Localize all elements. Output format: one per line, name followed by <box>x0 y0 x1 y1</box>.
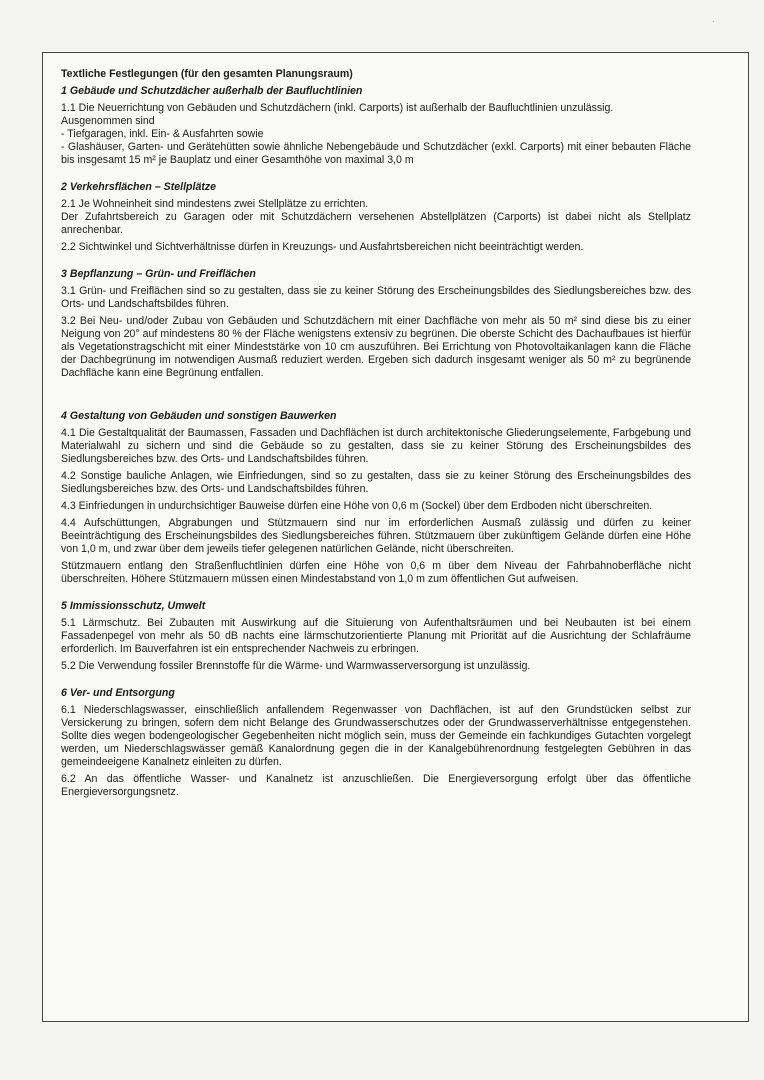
section-3 <box>61 268 691 380</box>
paragraph-carports: Der Zufahrtsbereich zu Garagen oder mit Schutzdächern versehenen Abstellplätzen (Carports) ist dabei nicht als Stellplatz anrechenbar. <box>61 211 691 236</box>
document-content <box>61 68 691 813</box>
document-title: Textliche Festlegungen (für den gesamten Planungsraum) <box>61 68 353 80</box>
paragraph-2-2: 2.2 Sichtwinkel und Sichtverhältnisse dürfen in Kreuzungs- und Ausfahrtsbereichen nicht beeinträchtigt werden. <box>61 241 584 253</box>
section-heading: 5 Immissionsschutz, Umwelt <box>61 600 206 612</box>
paragraph-4-3: 4.3 Einfriedungen in undurchsichtiger Bauweise dürfen eine Höhe von 0,6 m (Sockel) über dem Erdboden nicht überschreiten. <box>61 500 653 512</box>
paragraph-4-4: 4.4 Aufschüttungen, Abgrabungen und Stützmauern sind nur im erforderlichen Ausmaß zulässig und dürfen zu keiner Beeinträchtigung des Erscheinungsbildes des Siedlungsbereiches führen. Stützmauern über zukünftigem Gelände dürfen eine Höhe von 1,0 m, und zwar über dem jeweils tiefer gelegenen natürlichen Gelände, nicht überschreiten. <box>61 517 691 555</box>
section-6 <box>61 687 691 799</box>
paragraph-1-1: 1.1 Die Neuerrichtung von Gebäuden und Schutzdächern (inkl. Carports) ist außerhalb der Baufluchtlinien unzulässig. <box>61 102 614 114</box>
paragraph-4-1: 4.1 Die Gestaltqualität der Baumassen, Fassaden und Dachflächen ist durch architektonische Gliederungselemente, Farbgebung und Materialwahl zu sichern und sind die Gebäude so zu gestalten, dass sie zu keiner Störung des Erscheinungsbildes des Siedlungsbereiches bzw. des Orts- und Landschaftsbildes führen. <box>61 427 691 465</box>
paragraph-2-1: 2.1 Je Wohneinheit sind mindestens zwei Stellplätze zu errichten. <box>61 198 369 210</box>
paragraph-5-1: 5.1 Lärmschutz. Bei Zubauten mit Auswirkung auf die Situierung von Aufenthaltsräumen und bei Neubauten ist bei einem Fassadenpegel von mehr als 50 dB nachts eine lärmschutzorientierte Planung mit Priorität auf die Ausrichtung der Schlafräume erforderlich. Im Bauverfahren ist ein entsprechender Nachweis zu erbringen. <box>61 617 691 655</box>
section-2 <box>61 181 691 254</box>
paragraph-6-1: 6.1 Niederschlagswasser, einschließlich anfallendem Regenwasser von Dachflächen, ist auf den Grundstücken selbst zur Versickerung zu bringen, sofern dem nicht Belange des Grundwasserschutzes oder der Grundwasserverhältnisse entgegenstehen. Sollte dies wegen bodengeologischer Gegebenheiten nicht möglich sein, muss der Gemeinde ein fachkundiges Gutachten vorgelegt werden, um Niederschlagswässer gemäß Kanalordnung gegen die in der Kanalgebührenordnung festgelegten Gebühren in das gemeindeeigene Kanalnetz einleiten zu dürfen. <box>61 704 691 768</box>
paragraph-3-2: 3.2 Bei Neu- und/oder Zubau von Gebäuden und Schutzdächern mit einer Dachfläche von mehr als 50 m² sind diese bis zu einer Neigung von 20° auf mindestens 80 % der Fläche wenigstens extensiv zu begrünen. Die oberste Schicht des Dachaufbaues ist hierfür als Vegetationstragschicht mit einer Mindeststärke von 10 cm auszuführen. Bei Errichtung von Photovoltaikanlagen kann die Fläche der Dachbegrünung im notwendigen Ausmaß reduziert werden. Ergeben sich dadurch insgesamt weniger als 50 m² zu begrünende Dachfläche kann eine Begrünung entfallen. <box>61 315 691 379</box>
section-1 <box>61 85 691 167</box>
paragraph-exceptions: Ausgenommen sind <box>61 115 155 127</box>
section-heading: 1 Gebäude und Schutzdächer außerhalb der Baufluchtlinien <box>61 85 363 97</box>
section-heading: 3 Bepflanzung – Grün- und Freiflächen <box>61 268 256 280</box>
section-4 <box>61 410 691 586</box>
paragraph-retaining-walls: Stützmauern entlang den Straßenfluchtlinien dürfen eine Höhe von 0,6 m über dem Niveau der Fahrbahnoberfläche nicht überschreiten. Höhere Stützmauern müssen einen Mindestabstand von 1,0 m zum öffentlichen Gut aufweisen. <box>61 560 691 585</box>
paragraph-4-2: 4.2 Sonstige bauliche Anlagen, wie Einfriedungen, sind so zu gestalten, dass sie zu keiner Störung des Erscheinungsbildes des Siedlungsbereiches bzw. des Orts- und Landschaftsbildes führen. <box>61 470 691 495</box>
paragraph-3-1: 3.1 Grün- und Freiflächen sind so zu gestalten, dass sie zu keiner Störung des Erscheinungsbildes des Siedlungsbereiches bzw. des Orts- und Landschaftsbildes führen. <box>61 285 691 310</box>
paragraph-6-2: 6.2 An das öffentliche Wasser- und Kanalnetz ist anzuschließen. Die Energieversorgung erfolgt über das öffentliche Energieversorgungsnetz. <box>61 773 691 798</box>
list-item: - Glashäuser, Garten- und Gerätehütten sowie ähnliche Nebengebäude und Schutzdächer (exkl. Carports) mit einer bebauten Fläche bis insgesamt 15 m² je Bauplatz und einer Gesamthöhe von maximal 3,0 m <box>61 141 691 166</box>
list-item: - Tiefgaragen, inkl. Ein- & Ausfahrten sowie <box>61 128 264 140</box>
section-heading: 6 Ver- und Entsorgung <box>61 687 175 699</box>
paragraph-5-2: 5.2 Die Verwendung fossiler Brennstoffe für die Wärme- und Warmwasserversorgung ist unzulässig. <box>61 660 531 672</box>
section-5 <box>61 600 691 673</box>
scan-speck: · <box>712 16 715 26</box>
section-heading: 2 Verkehrsflächen – Stellplätze <box>61 181 217 193</box>
section-heading: 4 Gestaltung von Gebäuden und sonstigen Bauwerken <box>61 410 337 422</box>
